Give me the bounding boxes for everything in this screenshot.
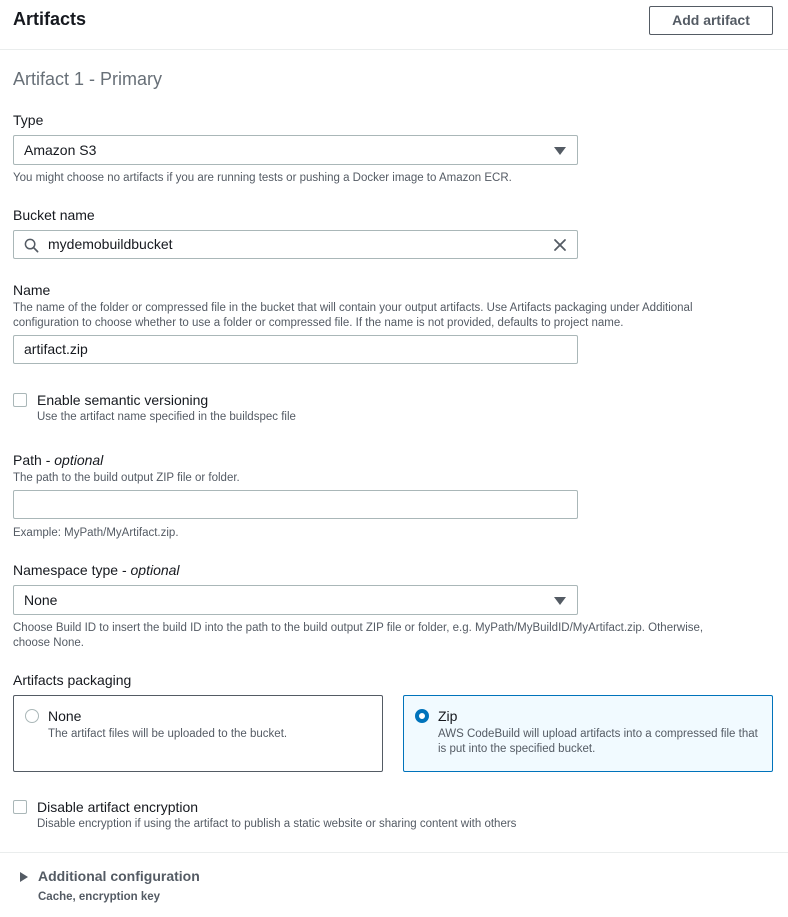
name-label: Name <box>13 282 51 298</box>
path-input[interactable] <box>13 490 578 519</box>
name-help-line1: The name of the folder or compressed file in the bucket that will contain your output artifacts. Use Artifacts packaging under Additional <box>13 302 693 314</box>
artifacts-header <box>0 0 788 50</box>
caret-down-icon <box>554 147 566 155</box>
caret-down-icon <box>554 597 566 605</box>
add-artifact-button[interactable]: Add artifact <box>649 6 773 35</box>
packaging-none-title: None <box>48 708 82 724</box>
radio-none[interactable] <box>25 709 39 723</box>
type-label: Type <box>13 112 44 128</box>
namespace-select-value: None <box>24 592 58 608</box>
bucket-input-value: mydemobuildbucket <box>48 236 173 252</box>
bucket-label: Bucket name <box>13 207 95 223</box>
path-help: The path to the build output ZIP file or folder. <box>13 472 240 484</box>
namespace-label: Namespace type - optional <box>13 562 180 578</box>
additional-configuration-desc: Cache, encryption key <box>38 891 161 903</box>
caret-right-icon <box>20 872 28 882</box>
additional-configuration-label: Additional configuration <box>38 868 200 884</box>
semantic-versioning-label: Enable semantic versioning <box>37 392 209 408</box>
type-select[interactable] <box>13 135 578 165</box>
namespace-select[interactable] <box>13 585 578 615</box>
name-input[interactable]: artifact.zip <box>13 335 578 364</box>
search-icon <box>24 238 39 253</box>
disable-encryption-label: Disable artifact encryption <box>37 799 199 815</box>
packaging-none-desc: The artifact files will be uploaded to the bucket. <box>48 728 288 740</box>
name-help-line2: configuration to choose whether to use a folder or compressed file. If the name is not provided, defaults to project name. <box>13 317 624 329</box>
disable-encryption-help: Disable encryption if using the artifact to publish a static website or sharing content with others <box>37 818 517 830</box>
bucket-input[interactable] <box>13 230 578 259</box>
type-help: You might choose no artifacts if you are running tests or pushing a Docker image to Amazon ECR. <box>13 172 512 184</box>
close-icon[interactable] <box>553 238 567 252</box>
semantic-versioning-checkbox[interactable] <box>13 393 27 407</box>
divider <box>0 852 788 853</box>
packaging-zip-title: Zip <box>438 708 458 724</box>
namespace-help-line1: Choose Build ID to insert the build ID into the path to the build output ZIP file or folder, e.g. MyPath/MyBuildID/MyArtifact.zip. Otherwise, <box>13 622 704 634</box>
path-label: Path - optional <box>13 452 104 468</box>
semantic-versioning-help: Use the artifact name specified in the buildspec file <box>37 411 296 423</box>
page-title: Artifacts <box>13 9 87 29</box>
packaging-label: Artifacts packaging <box>13 672 132 688</box>
packaging-option-zip[interactable] <box>403 695 773 772</box>
namespace-help-line2: choose None. <box>13 637 84 649</box>
packaging-option-none[interactable] <box>13 695 383 772</box>
type-select-value: Amazon S3 <box>24 142 97 158</box>
radio-zip[interactable] <box>415 709 429 723</box>
disable-encryption-checkbox[interactable] <box>13 800 27 814</box>
packaging-zip-desc: AWS CodeBuild will upload artifacts into a compressed file that is put into the specified bucket. <box>438 728 758 755</box>
artifact-heading: Artifact 1 - Primary <box>13 69 163 89</box>
path-example: Example: MyPath/MyArtifact.zip. <box>13 527 179 539</box>
